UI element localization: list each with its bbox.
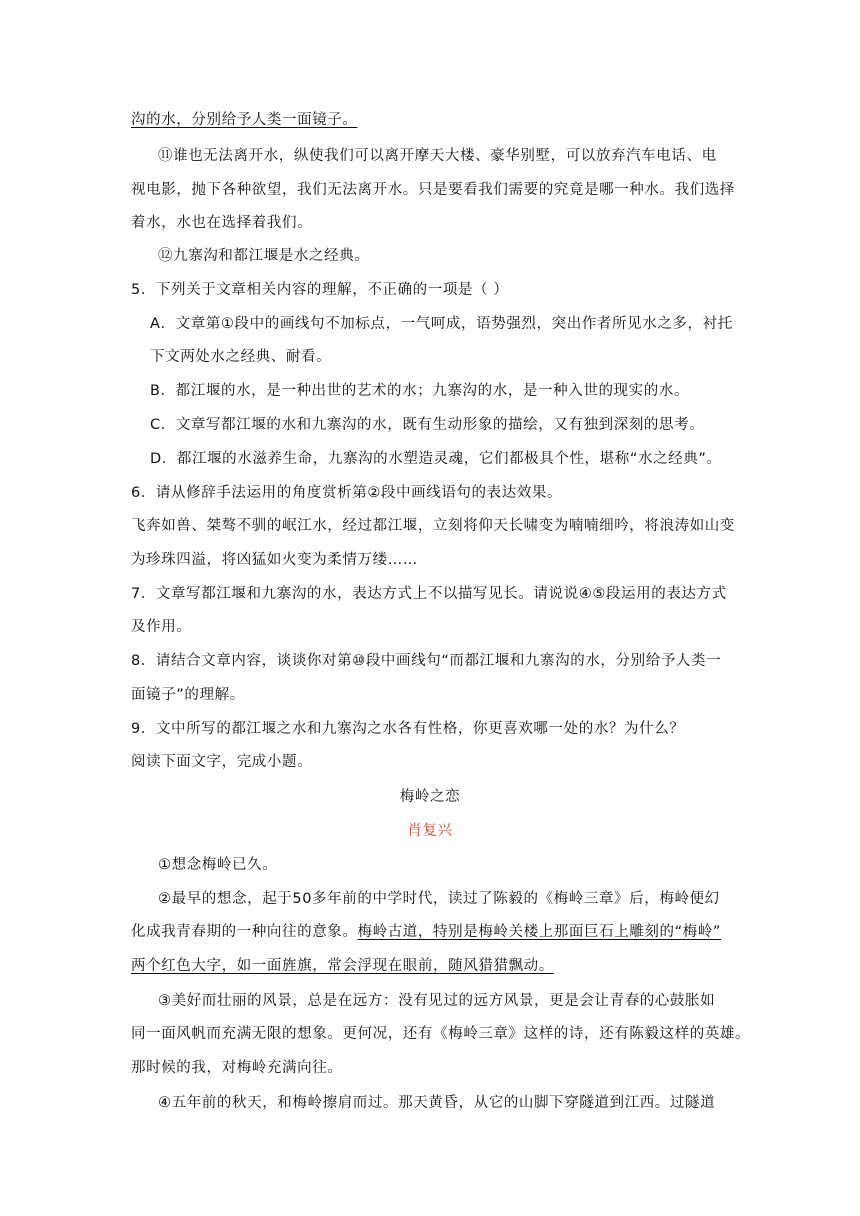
question-6-quote-line-2: 为珍珠四溢，将凶猛如火变为柔情万缕…… [131,552,418,568]
article-title: 梅岭之恋 [399,789,461,805]
paragraph-12: ⑫九寨沟和都江堰是水之经典。 [158,248,370,264]
question-8-line-1: 8．请结合文章内容，谈谈你对第⑩段中画线句“而都江堰和九寨沟的水，分别给予人类一 [131,653,722,669]
article-paragraph-4-line-1: ④五年前的秋天，和梅岭擦肩而过。那天黄昏，从它的山脚下穿隧道到江西。过隧道 [158,1095,716,1111]
question-5-option-b: B．都江堰的水，是一种出世的艺术的水；九寨沟的水，是一种入世的现实的水。 [150,383,690,399]
question-9: 9．文中所写的都江堰之水和九寨沟之水各有性格，你更喜欢哪一处的水？为什么？ [131,721,685,737]
question-5-option-a-line-1: A．文章第①段中的画线句不加标点，一气呵成，语势强烈，突出作者所见水之多，衬托 [150,316,733,332]
article-paragraph-2-line-2 [131,922,721,942]
article-paragraph-2-line-1: ②最早的想念，起于50多年前的中学时代，读过了陈毅的《梅岭三章》后，梅岭便幻 [158,891,720,907]
question-5-option-d: D．都江堰的水滋养生命，九寨沟的水塑造灵魂，它们都极具个性，堪称“水之经典”。 [150,451,722,467]
article-paragraph-3-line-2: 同一面风帆而充满无限的想象。更何况，还有《梅岭三章》这样的诗，还有陈毅这样的英雄。 [131,1026,751,1042]
question-5-option-c: C．文章写都江堰的水和九寨沟的水，既有生动形象的描绘，又有独到深刻的思考。 [150,417,705,433]
question-6-quote-line-1: 飞奔如兽、桀骜不驯的岷江水，经过都江堰，立刻将仰天长啸变为喃喃细吟，将浪涛如山变 [131,518,735,534]
question-8-line-2: 面镜子”的理解。 [131,687,245,703]
paragraph-11-line-2: 视电影，抛下各种欲望，我们无法离开水。只是要看我们需要的究竟是哪一种水。我们选择 [131,182,735,198]
question-6-stem: 6．请从修辞手法运用的角度赏析第②段中画线语句的表达效果。 [131,485,563,501]
question-5-option-a-line-2: 下文两处水之经典、耐看。 [150,349,332,365]
paragraph-11-line-1: ⑪谁也无法离开水，纵使我们可以离开摩天大楼、豪华别墅，可以放弃汽车电话、电 [158,148,717,164]
article-paragraph-3-line-3: 那时候的我，对梅岭充满向往。 [131,1060,343,1076]
paragraph-2-underlined-sentence: 梅岭古道，特别是梅岭关楼上那面巨石上雕刻的“梅岭” [357,924,722,940]
article-paragraph-1: ①想念梅岭已久。 [158,857,278,873]
reading-instruction: 阅读下面文字，完成小题。 [131,754,313,770]
article-paragraph-3-line-1: ③美好而壮丽的风景，总是在远方：没有见过的远方风景，更是会让青春的心鼓胀如 [158,993,716,1009]
article-author: 肖复兴 [407,823,453,839]
question-7-line-2: 及作用。 [131,619,192,635]
paragraph-10-tail: 沟的水，分别给予人类一面镜子。 [131,112,358,128]
paragraph-2-plain-text: 化成我青春期的一种向往的意象。 [131,924,358,940]
question-7-line-1: 7．文章写都江堰和九寨沟的水，表达方式上不以描写见长。请说说④⑤段运用的表达方式 [131,586,727,602]
question-5-stem: 5．下列关于文章相关内容的理解，不正确的一项是（ ） [131,282,509,298]
article-paragraph-2-line-3: 两个红色大字，如一面旌旗，常会浮现在眼前，随风猎猎飘动。 [131,958,554,974]
paragraph-11-line-3: 着水，水也在选择着我们。 [131,215,313,231]
